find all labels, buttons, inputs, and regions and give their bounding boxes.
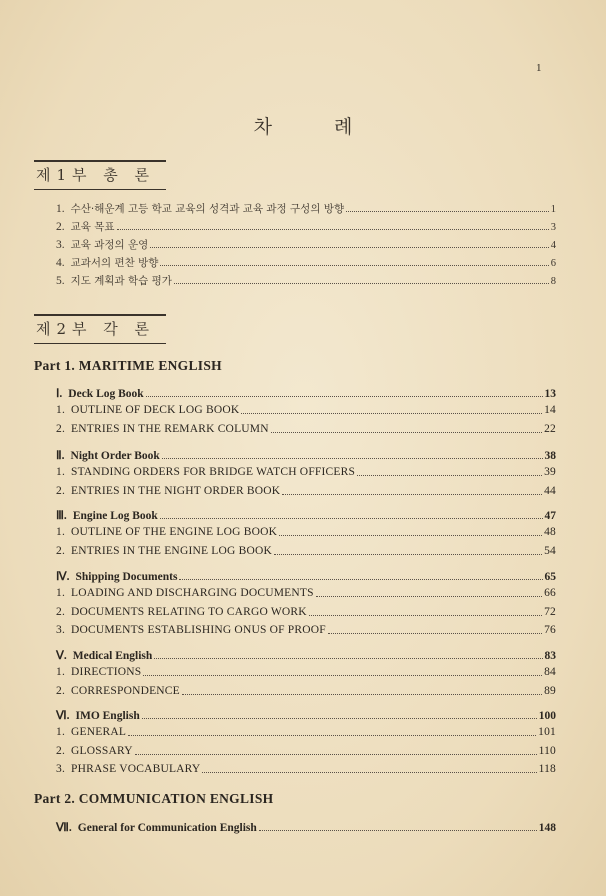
toc-entry: [56, 666, 556, 678]
toc-entry: [56, 466, 556, 478]
toc-entry: [56, 624, 556, 636]
leader-dots: [346, 211, 549, 212]
chapter-entry: [56, 569, 556, 583]
heading-rule-bottom: [34, 343, 166, 344]
page-number: 1: [536, 62, 542, 74]
toc-entry: [56, 685, 556, 697]
entry-page: 22: [544, 423, 556, 435]
leader-dots: [357, 475, 542, 476]
entry-label: STANDING ORDERS FOR BRIDGE WATCH OFFICERS: [71, 466, 356, 478]
leader-dots: [154, 658, 542, 659]
chapter-label: Deck Log Book: [68, 388, 144, 400]
toc-entry: [56, 219, 556, 234]
leader-dots: [142, 718, 537, 719]
leader-dots: [271, 432, 542, 433]
chapter-entry: [56, 648, 556, 662]
entry-label: 지도 계획과 학습 평가: [70, 275, 172, 287]
leader-dots: [143, 675, 542, 676]
entry-page: 1: [550, 204, 556, 215]
entry-label: ENTRIES IN THE ENGINE LOG BOOK: [71, 545, 272, 557]
leader-dots: [279, 535, 542, 536]
leader-dots: [259, 830, 537, 831]
chapter-label: Night Order Book: [70, 450, 160, 462]
toc-entry: [56, 273, 556, 288]
entry-page: 44: [544, 485, 556, 497]
entry-number: 1.: [56, 203, 65, 215]
toc-entry: [56, 763, 556, 775]
leader-dots: [241, 413, 542, 414]
entry-page: 110: [538, 745, 556, 757]
entry-number: 3.: [56, 624, 66, 636]
toc-entry: [56, 423, 556, 435]
chapter-page: 100: [538, 710, 556, 722]
entry-number: 1.: [56, 526, 66, 538]
section-2-heading: [34, 314, 166, 344]
entry-label: PHRASE VOCABULARY: [71, 763, 201, 775]
heading-rule-top: [34, 314, 166, 316]
entry-number: 2.: [56, 423, 66, 435]
chapter-entry: [56, 708, 556, 722]
entry-page: 118: [538, 763, 556, 775]
entry-label: ENTRIES IN THE REMARK COLUMN: [71, 423, 269, 435]
toc-entry: [56, 545, 556, 557]
leader-dots: [274, 554, 542, 555]
toc-entry: [56, 526, 556, 538]
section-1-heading-text: 제1부 총 론: [36, 166, 156, 184]
entry-number: 1.: [56, 726, 66, 738]
chapter-page: 38: [544, 450, 556, 462]
chapter-label: Shipping Documents: [75, 571, 178, 583]
entry-page: 39: [544, 466, 556, 478]
chapter-number: Ⅲ.: [56, 510, 67, 522]
entry-label: 교과서의 편찬 방향: [70, 257, 159, 269]
leader-dots: [174, 283, 549, 284]
entry-page: 6: [550, 258, 556, 269]
leader-dots: [160, 518, 543, 519]
entry-label: 교육 과정의 운영: [70, 239, 149, 251]
leader-dots: [117, 229, 549, 230]
entry-number: 2.: [56, 606, 66, 618]
entry-label: 수산·해운계 고등 학교 교육의 성격과 교육 과정 구성의 방향: [70, 203, 345, 215]
entry-label: DIRECTIONS: [71, 666, 142, 678]
chapter-page: 83: [544, 650, 556, 662]
entry-page: 84: [544, 666, 556, 678]
heading-rule-top: [34, 160, 166, 162]
chapter-number: Ⅱ.: [56, 450, 65, 462]
chapter-number: Ⅰ.: [56, 388, 63, 400]
leader-dots: [316, 596, 542, 597]
chapter-number: Ⅶ.: [56, 822, 72, 834]
entry-number: 1.: [56, 666, 66, 678]
chapter-page: 47: [544, 510, 556, 522]
chapter-label: Engine Log Book: [72, 510, 158, 522]
chapter-entry: [56, 386, 556, 400]
leader-dots: [128, 735, 536, 736]
part-heading: Part 1. MARITIME ENGLISH: [34, 358, 222, 373]
part-heading: Part 2. COMMUNICATION ENGLISH: [34, 791, 274, 806]
leader-dots: [328, 633, 542, 634]
chapter-label: General for Communication English: [77, 822, 257, 834]
entry-page: 8: [550, 276, 556, 287]
section-1-heading: [34, 160, 166, 190]
entry-label: OUTLINE OF THE ENGINE LOG BOOK: [71, 526, 278, 538]
chapter-number: Ⅴ.: [56, 650, 67, 662]
leader-dots: [179, 579, 542, 580]
entry-number: 1.: [56, 587, 66, 599]
section-2-heading-text: 제2부 각 론: [36, 320, 156, 338]
entry-number: 2.: [56, 685, 66, 697]
toc-entry: [56, 255, 556, 270]
entry-label: GENERAL: [71, 726, 127, 738]
leader-dots: [309, 615, 542, 616]
page-title: 차 례: [253, 116, 381, 138]
chapter-number: Ⅳ.: [56, 571, 70, 583]
toc-entry: [56, 745, 556, 757]
entry-number: 5.: [56, 275, 65, 287]
entry-label: DOCUMENTS ESTABLISHING ONUS OF PROOF: [71, 624, 326, 636]
entry-number: 1.: [56, 466, 66, 478]
entry-number: 1.: [56, 404, 66, 416]
entry-page: 66: [544, 587, 556, 599]
toc-entry: [56, 485, 556, 497]
entry-number: 4.: [56, 257, 65, 269]
entry-number: 3.: [56, 763, 66, 775]
chapter-label: IMO English: [75, 710, 140, 722]
leader-dots: [282, 494, 542, 495]
leader-dots: [202, 772, 536, 773]
toc-entry: [56, 237, 556, 252]
leader-dots: [150, 247, 548, 248]
entry-label: GLOSSARY: [71, 745, 133, 757]
entry-number: 3.: [56, 239, 65, 251]
entry-label: LOADING AND DISCHARGING DOCUMENTS: [71, 587, 314, 599]
chapter-number: Ⅵ.: [56, 710, 70, 722]
chapter-entry: [56, 820, 556, 834]
entry-page: 54: [544, 545, 556, 557]
leader-dots: [146, 396, 543, 397]
chapter-page: 148: [538, 822, 556, 834]
entry-page: 72: [544, 606, 556, 618]
entry-page: 48: [544, 526, 556, 538]
leader-dots: [160, 265, 548, 266]
toc-entry: [56, 606, 556, 618]
heading-rule-bottom: [34, 189, 166, 190]
leader-dots: [182, 694, 542, 695]
entry-page: 4: [550, 240, 556, 251]
toc-entry: [56, 404, 556, 416]
entry-number: 2.: [56, 745, 66, 757]
entry-label: CORRESPONDENCE: [71, 685, 180, 697]
chapter-page: 65: [544, 571, 556, 583]
toc-entry: [56, 726, 556, 738]
leader-dots: [162, 458, 543, 459]
entry-label: ENTRIES IN THE NIGHT ORDER BOOK: [71, 485, 281, 497]
chapter-entry: [56, 508, 556, 522]
entry-page: 3: [550, 222, 556, 233]
entry-label: DOCUMENTS RELATING TO CARGO WORK: [71, 606, 307, 618]
entry-label: 교육 목표: [70, 221, 115, 233]
leader-dots: [135, 754, 537, 755]
entry-page: 89: [544, 685, 556, 697]
entry-number: 2.: [56, 545, 66, 557]
toc-entry: [56, 587, 556, 599]
chapter-page: 13: [544, 388, 556, 400]
entry-page: 76: [544, 624, 556, 636]
entry-number: 2.: [56, 485, 66, 497]
toc-entry: [56, 201, 556, 216]
entry-label: OUTLINE OF DECK LOG BOOK: [71, 404, 240, 416]
entry-page: 14: [544, 404, 556, 416]
entry-page: 101: [538, 726, 556, 738]
chapter-entry: [56, 448, 556, 462]
chapter-label: Medical English: [72, 650, 153, 662]
entry-number: 2.: [56, 221, 65, 233]
